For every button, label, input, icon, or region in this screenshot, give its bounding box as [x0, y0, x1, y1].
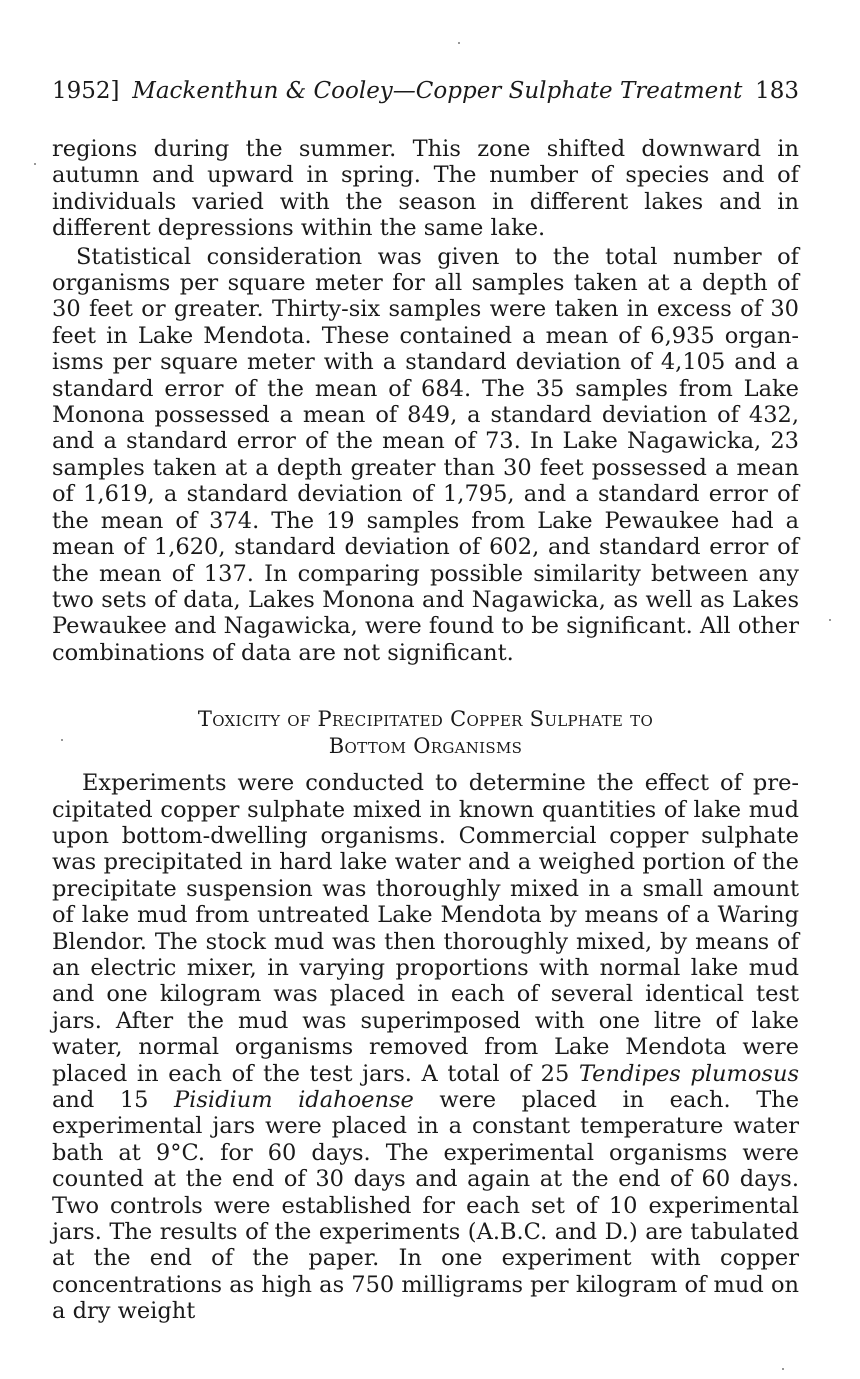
paragraph-experiments — [52, 770, 799, 1325]
header-year: 1952] — [52, 78, 120, 104]
section-heading-line1: Toxicity of Precipitated Copper Sulphate to — [197, 707, 654, 732]
paragraph-experiments-part3: were placed in each. The experimental jars were placed in a constant temperature water bath at 9°C. for 60 days. The experimental organisms were counted at the end of 30 days and again at the end of 60 days. Two controls were established for each set of 10 experimental jars. The results of the experiments (A.B.C. and D.) are tabulated at the end of the paper. In one experiment with copper concentrations as high as 750 milligrams per kilogram of mud on a dry weight — [52, 1087, 800, 1325]
scan-speck — [782, 1368, 784, 1370]
paragraph-continuation: regions during the summer. This zone shifted downward in autumn and upward in spring. The number of species and of individuals varied with the season in different lakes and in different depressions within the same lake. — [52, 136, 799, 242]
scan-speck — [829, 619, 831, 621]
running-header — [52, 76, 799, 106]
paragraph-experiments-part2: and 15 — [52, 1087, 175, 1113]
section-heading-line2: Bottom Organisms — [328, 734, 523, 759]
page-body — [52, 76, 799, 1325]
paragraph-experiments-part1: Experiments were conducted to determine the effect of precipitated copper sulphate mixed in known quantities of lake mud upon bottom-dwelling organisms. Commercial copper sulphate was precipitated in hard lake water and a weighed portion of the precipitate suspension was thoroughly mixed in a small amount of lake mud from untreated Lake Mendota by means of a Waring Blendor. The stock mud was then thoroughly mixed, by means of an electric mixer, in varying proportions with normal lake mud and one kilogram was placed in each of several identical test jars. After the mud was superimposed with one litre of lake water, normal organisms removed from Lake Mendota were placed in each of the test jars. A total of 25 — [52, 770, 799, 1087]
header-page-number: 183 — [755, 78, 799, 104]
species-tendipes: Tendipes plumosus — [578, 1060, 799, 1087]
scan-speck — [458, 42, 460, 44]
paragraph-statistics: Statistical consideration was given to the total number of organisms per square meter for all samples taken at a depth of 30 feet or greater. Thirty-six samples were taken in excess of 30 feet in Lake Mendota. These contained a mean of 6,935 organisms per square meter with a standard deviation of 4,105 and a standard error of the mean of 684. The 35 samples from Lake Monona possessed a mean of 849, a standard deviation of 432, and a standard error of the mean of 73. In Lake Nagawicka, 23 samples taken at a depth greater than 30 feet possessed a mean of 1,619, a standard deviation of 1,795, and a standard error of the mean of 374. The 19 samples from Lake Pewaukee had a mean of 1,620, standard deviation of 602, and standard error of the mean of 137. In comparing possible similarity between any two sets of data, Lakes Monona and Nagawicka, as well as Lakes Pewaukee and Nagawicka, were found to be significant. All other combinations of data are not significant. — [52, 243, 799, 666]
species-pisidium: Pisidium idahoense — [174, 1087, 414, 1113]
scan-speck — [34, 163, 36, 165]
header-title: Mackenthun & Cooley—Copper Sulphate Treatment — [132, 78, 743, 104]
section-heading — [52, 706, 799, 760]
